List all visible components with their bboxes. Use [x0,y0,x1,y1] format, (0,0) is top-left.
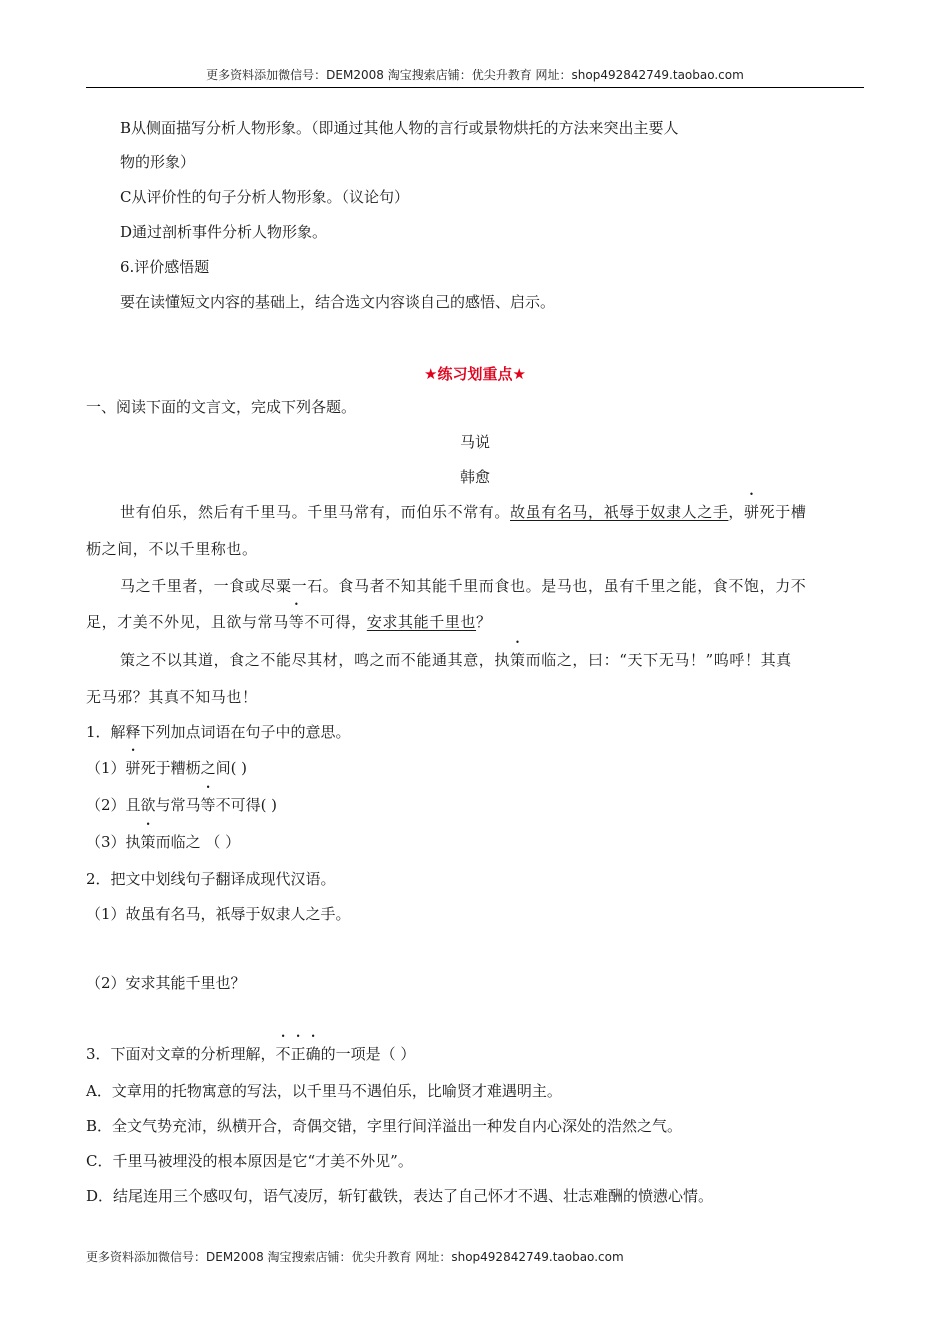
q1-item3-text-b: 而临之 （ ） [155,833,241,851]
q1-stem: 1．解释下列加点词语在句子中的意思。 [86,723,351,741]
header-divider [86,87,864,88]
q3-option-d: D．结尾连用三个感叹句，语气凌厉，斩钉截铁，表达了自己怀才不遇、壮志难酬的愤懑心情。 [86,1187,714,1205]
q3-option-a: A．文章用的托物寓意的写法，以千里马不遇伯乐，比喻贤才难遇明主。 [86,1082,562,1100]
p3-text-b: 而临之，曰：“天下无马！”呜呼！其真 [525,651,792,669]
passage-para3-line2: 无马邪？其真不知马也！ [86,688,258,706]
q3-stem-pre: 3．下面对文章的分析理解， [86,1045,276,1063]
q1-item1-text: 死于糟枥之间( ) [140,759,248,777]
passage-para2-line2 [86,612,492,632]
p1-text-b: ， [728,503,745,521]
section-six-title: 6.评价感悟题 [120,258,210,276]
q1-item1-num: （1） [86,759,126,777]
p1-text-c: 死于槽 [759,503,807,521]
q1-item2-text-a: （2）且欲与常马 [86,796,201,814]
passage-author: 韩愈 [459,468,490,486]
q2-stem: 2．把文中划线句子翻译成现代汉语。 [86,870,336,888]
p1-dotted-word: 骈 [744,503,760,521]
p2-text-c: 不可得， [304,613,367,631]
section-six-body: 要在读懂短文内容的基础上，结合选文内容谈自己的感悟、启示。 [120,293,556,311]
question-intro: 一、阅读下面的文言文，完成下列各题。 [86,398,357,416]
p2-dotted-word: 等 [288,613,305,631]
q3-stem-post: 的一项是（ ） [320,1045,416,1063]
p3-text-a: 策之不以其道，食之不能尽其材，鸣之而不能通其意，执 [120,651,511,669]
q1-item3 [86,832,240,852]
q3-stem [86,1044,415,1064]
method-d: D通过剖析事件分析人物形象。 [120,223,328,241]
page-header: 更多资料添加微信号：DEM2008 淘宝搜索店铺：优尖升教育 网址：shop492842749.taobao.com [206,68,744,82]
q2-item2: （2）安求其能千里也？ [86,974,246,992]
q3-dotted-1: 不 [275,1045,291,1063]
method-b-line2: 物的形象） [120,153,196,171]
q1-item2-dotted-word: 等 [200,796,216,814]
q3-option-b: B．全文气势充沛，纵横开合，奇偶交错，字里行间洋溢出一种发自内心深处的浩然之气。 [86,1117,683,1135]
p1-text-a: 世有伯乐，然后有千里马。千里马常有，而伯乐不常有。 [120,503,511,521]
q1-item1 [86,758,247,778]
q1-item3-dotted-word: 策 [140,833,156,851]
q3-dotted-2: 正 [290,1045,306,1063]
passage-para3-line1 [120,650,792,670]
p3-dotted-word: 策 [510,651,526,669]
method-c: C从评价性的句子分析人物形象。（议论句） [120,188,409,206]
q1-item1-dotted-word: 骈 [125,759,141,777]
q1-item2-text-b: 不可得( ) [215,796,278,814]
p2-text-d: ？ [476,613,492,631]
q1-item2 [86,795,277,815]
passage-para2-line1: 马之千里者，一食或尽粟一石。食马者不知其能千里而食也。是马也，虽有千里之能，食不饱，力不 [120,577,807,595]
passage-para1-line2: 枥之间，不以千里称也。 [86,540,258,558]
q3-dotted-3: 确 [305,1045,321,1063]
method-b-line1: B从侧面描写分析人物形象。（即通过其他人物的言行或景物烘托的方法来突出主要人 [120,119,679,137]
q3-option-c: C．千里马被埋没的根本原因是它“才美不外见”。 [86,1152,413,1170]
practice-title: ★练习划重点★ [424,365,526,383]
passage-para1-line1 [120,502,806,522]
page-footer: 更多资料添加微信号：DEM2008 淘宝搜索店铺：优尖升教育 网址：shop492842749.taobao.com [86,1250,624,1264]
q2-item1: （1）故虽有名马，祇辱于奴隶人之手。 [86,905,351,923]
p2-text-b: 足，才美不外见，且欲与常马 [86,613,289,631]
p2-underlined-sentence: 安求其能千里也 [366,613,477,631]
q1-item3-text-a: （3）执 [86,833,141,851]
p1-underlined-sentence: 故虽有名马，祇辱于奴隶人之手 [510,503,729,521]
passage-title: 马说 [459,433,490,451]
